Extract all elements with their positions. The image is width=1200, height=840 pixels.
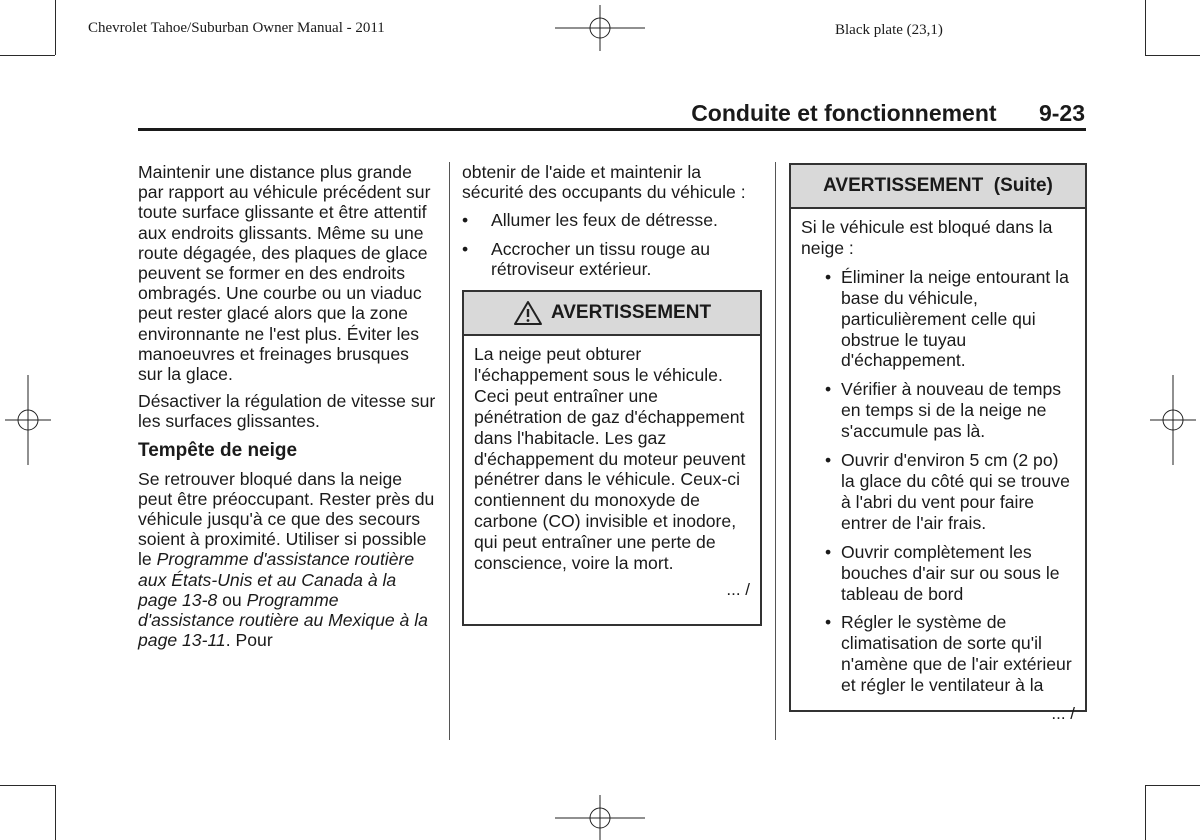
list-item-text: Ouvrir d'environ 5 cm (2 po) la glace du côté qui se trouve à l'abri du vent pour faire entrer de l'air frais. (841, 450, 1070, 533)
section-heading: Tempête de neige (138, 439, 298, 461)
manual-title: Chevrolet Tahoe/Suburban Owner Manual - 2011 (88, 20, 385, 36)
list-item (801, 267, 1075, 372)
list-item (801, 379, 1075, 442)
column-2 (462, 162, 762, 287)
warning-title: AVERTISSEMENT (Suite) (823, 175, 1053, 196)
text: Se retrouver bloqué dans la neige peut être préoccupant. Rester près du véhicule jusqu'à ce que des secours soient à proximité. Utiliser si possible le (138, 468, 435, 570)
list-item (801, 542, 1075, 605)
bullet-list (801, 267, 1075, 696)
warning-header (464, 292, 760, 336)
crop-mark (0, 55, 55, 56)
crop-mark (0, 785, 55, 786)
warning-box-continued (789, 163, 1087, 724)
crop-mark (1145, 0, 1146, 55)
warning-body (464, 336, 760, 607)
registration-mark-top (555, 5, 645, 51)
list-item-text: Régler le système de climatisation de sorte qu'il n'amène que de l'air extérieur et régler le ventilateur à la (841, 612, 1072, 696)
text: ou (217, 589, 247, 610)
column-divider (775, 162, 776, 740)
bullet-list (462, 210, 762, 279)
crop-mark (1145, 785, 1200, 786)
cross-reference-link[interactable]: Programme d'assistance routière aux États-Unis et au Canada à la page 13-8 (138, 549, 415, 610)
registration-mark-left (5, 375, 51, 465)
bullet: • (825, 379, 832, 400)
bullet: • (825, 541, 832, 562)
list-item-text: Accrocher un tissu rouge au rétroviseur extérieur. (491, 238, 711, 279)
bullet: • (462, 238, 469, 259)
warning-text: La neige peut obturer l'échappement sous le véhicule. Ceci peut entraîner une pénétration de gaz d'échappement dans l'habitacle. Les gaz d'échappement du moteur peuvent pénétrer dans le véhicule. Ceux-ci contiennent du monoxyde de carbone (CO) invisible et inodore, qui peut entraîner une perte de conscience, voire la mort. (474, 344, 746, 574)
paragraph: Maintenir une distance plus grande par rapport au véhicule précédent sur toute surface glissante et être attentif aux endroits glissants. Même su une route dégagée, des plaques de glace peuvent se former en des endroits ombragés. Une courbe ou un viaduc peut rester glacé alors que la zone environnante ne l'est plus. Éviter les manoeuvres et freinages brusques sur la glace. (138, 162, 431, 385)
cross-reference-link[interactable]: Programme d'assistance routière au Mexique à la page 13-11 (138, 589, 428, 651)
paragraph: obtenir de l'aide et maintenir la sécurité des occupants du véhicule : (462, 162, 746, 203)
list-item-text: Allumer les feux de détresse. (491, 210, 718, 231)
bullet: • (825, 450, 832, 471)
continued-marker: ... / (1051, 704, 1075, 724)
paragraph (138, 469, 438, 651)
header-rule (138, 128, 1086, 131)
paragraph: Désactiver la régulation de vitesse sur les surfaces glissantes. (138, 391, 436, 432)
warning-header (791, 165, 1085, 209)
crop-mark (1145, 55, 1200, 56)
registration-mark-bottom (555, 795, 645, 840)
plate-label: Black plate (23,1) (835, 22, 943, 38)
warning-intro: Si le véhicule est bloqué dans la neige : (801, 217, 1053, 258)
list-item (462, 210, 762, 230)
list-item-text: Éliminer la neige entourant la base du véhicule, particulièrement celle qui obstrue le tuyau d'échappement. (841, 266, 1069, 371)
bullet: • (825, 266, 832, 287)
warning-title: AVERTISSEMENT (550, 302, 712, 323)
text: . Pour (225, 630, 273, 651)
crop-mark (55, 785, 56, 840)
warning-body (791, 209, 1085, 731)
warning-box (462, 290, 762, 626)
page-number: 9-23 (1038, 100, 1085, 126)
registration-mark-right (1150, 375, 1196, 465)
page-header (600, 100, 1085, 127)
crop-mark (1145, 785, 1146, 840)
continued-marker: ... / (726, 579, 750, 599)
list-item (801, 612, 1075, 696)
section-title: Conduite et fonctionnement (691, 100, 997, 126)
column-divider (449, 162, 450, 740)
list-item-text: Ouvrir complètement les bouches d'air sur ou sous le tableau de bord (841, 541, 1060, 604)
list-item-text: Vérifier à nouveau de temps en temps si de la neige ne s'accumule pas là. (841, 379, 1062, 442)
bullet: • (462, 210, 469, 231)
bullet: • (825, 612, 832, 633)
list-item (462, 239, 762, 279)
list-item (801, 450, 1075, 534)
warning-triangle-icon (513, 300, 543, 326)
crop-mark (55, 0, 56, 55)
column-1 (138, 162, 438, 657)
